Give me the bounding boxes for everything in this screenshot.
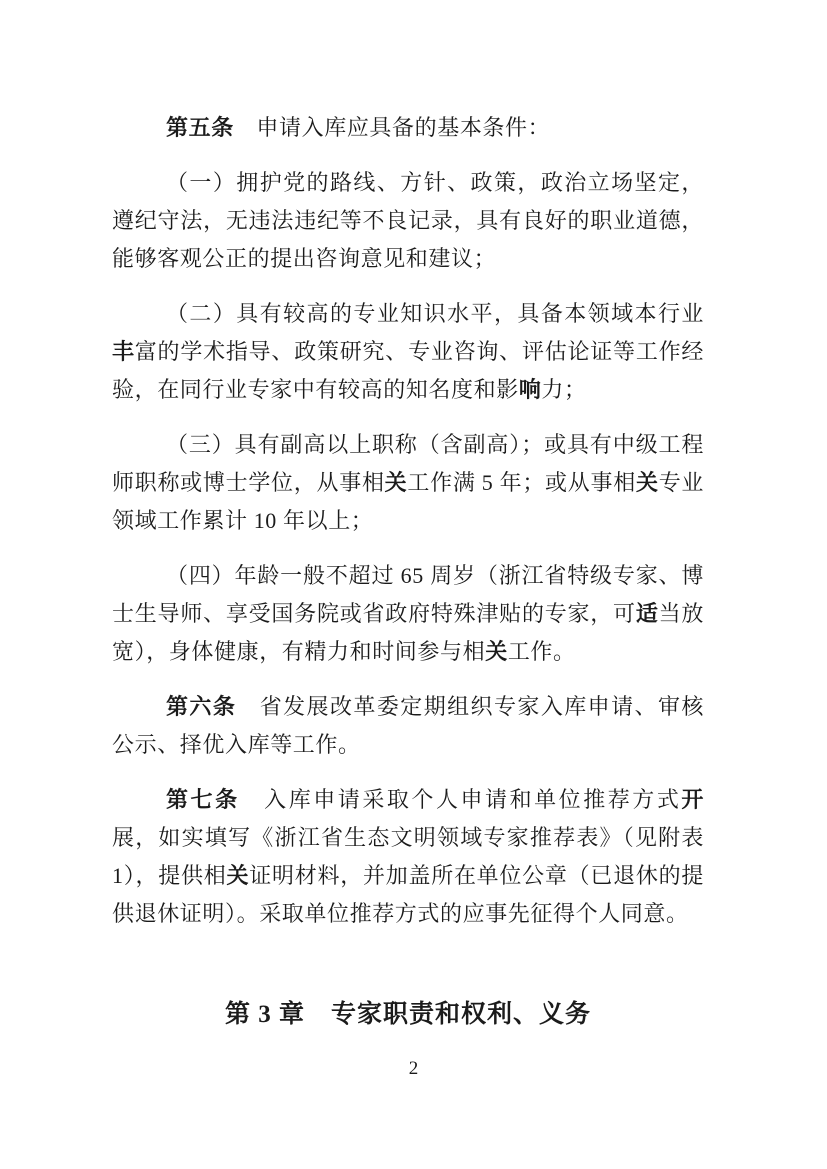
- text-run: 专业领域工作累计 10 年以上；: [112, 470, 705, 533]
- bold-text-run: 关: [384, 470, 408, 495]
- bold-text-run: 第七条: [166, 787, 240, 812]
- text-run: （四）年龄一般不超过 65 周岁（浙江省特级专家、博士生导师、享受国务院或省政府特殊津贴的专家，可: [112, 563, 704, 626]
- para-item-3: [112, 426, 704, 540]
- text-run: （一）拥护党的路线、方针、政策，政治立场坚定，遵纪守法，无违法违纪等不良记录，具有良好的职业道德，能够客观公正的提出咨询意见和建议；: [112, 170, 704, 271]
- para-article-5: [112, 109, 704, 147]
- text-run: 力；: [541, 377, 587, 402]
- text-run: 富的学术指导、政策研究、专业咨询、评估论证等工作经验，在同行业专家中有较高的知名度和影: [112, 339, 704, 402]
- text-run: 入库申请采取个人申请和单位推荐方式: [239, 787, 682, 812]
- bold-text-run: 关: [485, 639, 508, 664]
- bold-text-run: 适: [635, 601, 659, 626]
- text-run: 工作满 5 年；或从事相: [407, 470, 636, 495]
- para-article-6: [112, 688, 704, 764]
- chapter-heading: [112, 995, 704, 1035]
- text-run: 申请入库应具备的基本条件：: [233, 115, 551, 140]
- bold-text-run: 第五条: [166, 115, 234, 140]
- text-run: 展，如实填写《浙江省生态文明领域专家推荐表》（见附表 1），提供相: [112, 825, 704, 888]
- bold-text-run: 响: [518, 377, 542, 402]
- page-number: 2: [408, 1058, 419, 1079]
- bold-text-run: 第六条: [166, 694, 237, 719]
- para-item-2: [112, 295, 704, 409]
- bold-text-run: 关: [226, 863, 250, 888]
- bold-text-run: 开: [681, 787, 704, 812]
- bold-text-run: 第 3 章 专家职责和权利、义务: [224, 1001, 591, 1028]
- text-run: 证明材料，并加盖所在单位公章（已退休的提供退休证明）。采取单位推荐方式的应事先征得个人同意。: [112, 863, 704, 926]
- text-run: （三）具有副高以上职称（含副高）；或具有中级工程师职称或博士学位，从事相: [112, 432, 704, 495]
- text-run: 工作。: [507, 639, 576, 664]
- document-body: [112, 109, 704, 933]
- text-run: 当放宽），身体健康，有精力和时间参与相: [112, 601, 704, 664]
- bold-text-run: 关: [635, 470, 659, 495]
- text-run: （二）具有较高的专业知识水平，具备本领域本行业: [166, 301, 704, 326]
- para-article-7: [112, 781, 704, 933]
- text-run: 省发展改革委定期组织专家入库申请、审核公示、择优入库等工作。: [112, 694, 704, 757]
- bold-text-run: 丰: [112, 339, 135, 364]
- para-item-4: [112, 557, 704, 671]
- para-item-1: [112, 164, 704, 278]
- document-content: [112, 109, 704, 1035]
